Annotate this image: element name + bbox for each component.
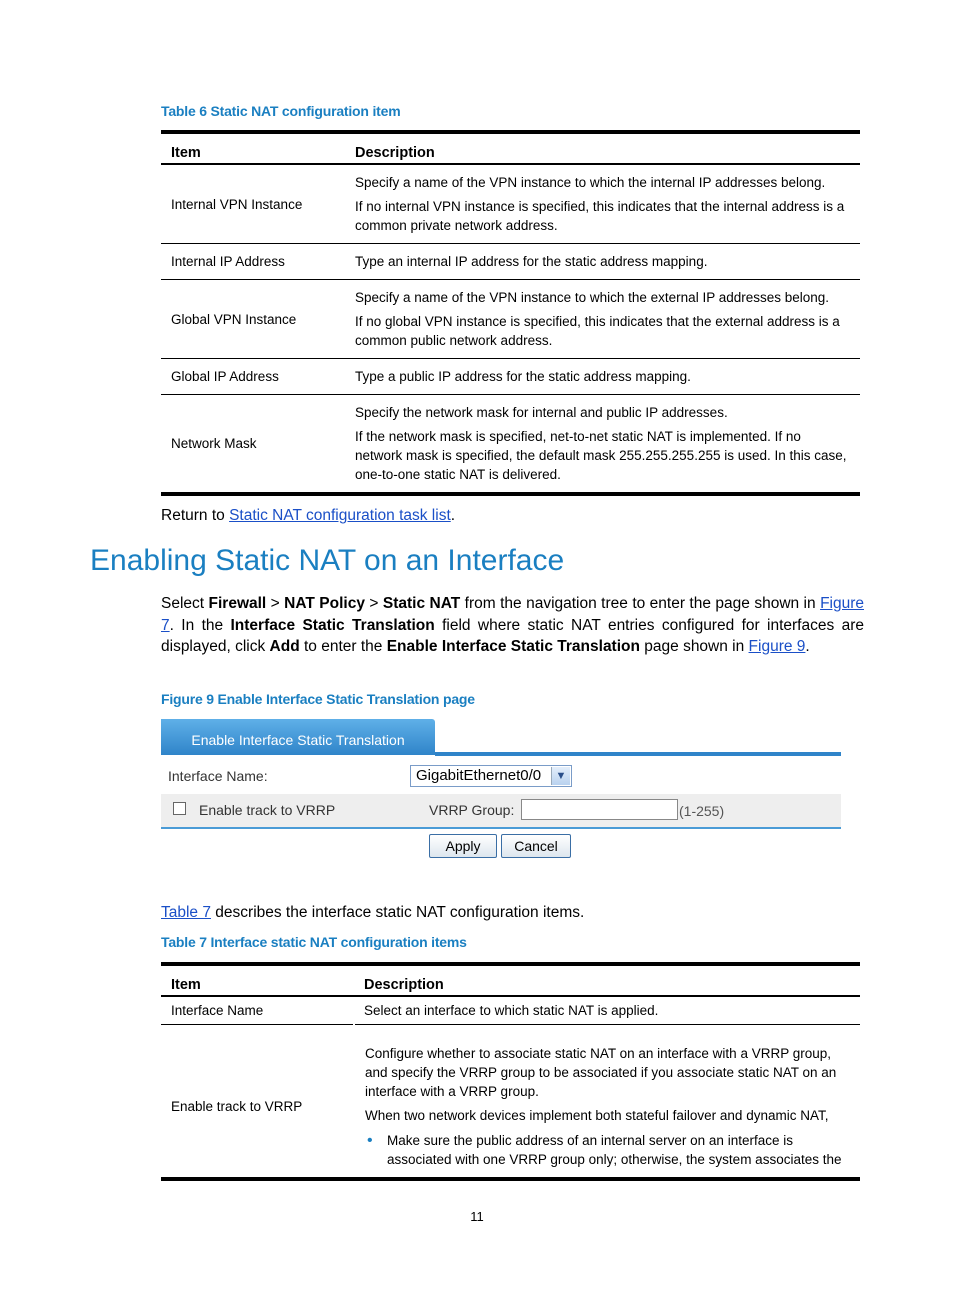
table7-caption: Table 7 Interface static NAT configuration items	[161, 934, 467, 950]
intro-text: .	[805, 638, 810, 655]
table7-header-description: Description	[354, 964, 860, 996]
table-row	[161, 395, 860, 495]
table-cell-description	[345, 280, 860, 359]
table-cell-description	[345, 244, 860, 280]
table-cell-item: Global IP Address	[161, 359, 345, 395]
description-text: Type an internal IP address for the static address mapping.	[355, 254, 708, 269]
table-cell-item: Enable track to VRRP	[161, 1025, 354, 1180]
table-row	[161, 164, 860, 244]
enable-track-vrrp-label: Enable track to VRRP	[199, 802, 336, 818]
table-cell-item: Global VPN Instance	[161, 280, 345, 359]
table7	[161, 962, 860, 1181]
description-text: If the network mask is specified, net-to-net static NAT is implemented. If no network mask is specified, the default mask 255.255.255.255 is used. In this case, one-to-one static NAT is delivered.	[355, 429, 847, 482]
menu-static-nat: Static NAT	[382, 595, 461, 612]
figure9-caption: Figure 9 Enable Interface Static Translation page	[161, 691, 475, 707]
figure9-link[interactable]: Figure 9	[748, 638, 806, 655]
table-cell-item: Internal IP Address	[161, 244, 345, 280]
tab-underline	[435, 752, 841, 756]
cancel-button[interactable]: Cancel	[501, 834, 571, 858]
table-row	[161, 1025, 860, 1180]
table-row	[161, 244, 860, 280]
intro-text: Select	[161, 595, 209, 612]
add-keyword: Add	[269, 638, 300, 655]
table-cell-item: Network Mask	[161, 395, 345, 495]
page-enable-interface-static-translation: Enable Interface Static Translation	[386, 638, 640, 655]
figure7-link[interactable]: Figure 7	[161, 595, 864, 634]
return-prefix: Return to	[161, 507, 230, 524]
menu-nat-policy: NAT Policy	[284, 595, 365, 612]
table7-intro-text: describes the interface static NAT configuration items.	[210, 904, 585, 921]
tab-enable-interface-static-translation[interactable]: Enable Interface Static Translation	[161, 719, 435, 755]
description-text: If no global VPN instance is specified, this indicates that the external address is a common public network address.	[355, 314, 840, 348]
table7-header-item: Item	[161, 964, 354, 996]
description-text: Specify a name of the VPN instance to which the internal IP addresses belong.	[355, 175, 826, 190]
field-interface-static-translation: Interface Static Translation	[230, 616, 435, 634]
vrrp-range-hint: (1-255)	[679, 803, 725, 819]
list-item: • Make sure the public address of an internal server on an interface is associated with one VRRP group only; otherwise, the system associates the	[387, 1131, 851, 1169]
table-row	[161, 996, 860, 1025]
description-text: Configure whether to associate static NAT on an interface with a VRRP group, and specify the VRRP group to be associated if you associate static NAT on an interface with a VRRP group.	[365, 1046, 837, 1099]
table-cell-item: Internal VPN Instance	[161, 164, 345, 244]
description-text: Specify a name of the VPN instance to which the external IP addresses belong.	[355, 290, 830, 305]
intro-text: to enter the	[299, 638, 387, 655]
table6-caption: Table 6 Static NAT configuration item	[161, 103, 401, 119]
table6-header-item: Item	[161, 132, 345, 164]
table-cell-description	[354, 1025, 860, 1180]
intro-paragraph	[161, 593, 864, 658]
intro-text: >	[266, 595, 285, 612]
table7-link[interactable]: Table 7	[161, 904, 211, 921]
table6	[161, 130, 860, 496]
return-line	[161, 505, 864, 527]
intro-text: from the navigation tree to enter the page shown in	[460, 595, 821, 612]
table-row	[161, 280, 860, 359]
description-text: Type a public IP address for the static address mapping.	[355, 369, 691, 384]
table-cell-description	[345, 395, 860, 495]
description-text: Specify the network mask for internal and public IP addresses.	[355, 405, 728, 420]
return-suffix: .	[450, 507, 456, 524]
table6-header-description: Description	[345, 132, 860, 164]
section-heading: Enabling Static NAT on an Interface	[90, 544, 565, 577]
intro-text: field where static NAT entries configured for interfaces are displayed, click	[161, 616, 864, 655]
enable-track-vrrp-checkbox[interactable]	[173, 802, 186, 815]
interface-name-select[interactable]	[410, 765, 572, 787]
description-text: When two network devices implement both stateful failover and dynamic NAT,	[365, 1108, 829, 1123]
task-list-link[interactable]: Static NAT configuration task list	[229, 507, 451, 524]
vrrp-group-label: VRRP Group:	[429, 802, 515, 818]
table7-intro	[161, 902, 864, 924]
table-cell-item: Interface Name	[161, 996, 354, 1025]
menu-firewall: Firewall	[208, 595, 267, 612]
description-text: If no internal VPN instance is specified, this indicates that the internal address is a common private network address.	[355, 199, 845, 233]
chevron-down-icon[interactable]: ▼	[551, 767, 570, 785]
apply-button[interactable]: Apply	[429, 834, 497, 858]
table-cell-description	[345, 359, 860, 395]
table-cell-description	[345, 164, 860, 244]
intro-text: . In the	[169, 616, 231, 634]
bullet-list	[365, 1131, 851, 1169]
figure9-screenshot	[161, 719, 841, 864]
interface-name-value: GigabitEthernet0/0	[416, 767, 542, 784]
page-number: 11	[470, 1209, 484, 1224]
table-cell-description: Select an interface to which static NAT is applied.	[354, 996, 860, 1025]
intro-text: >	[364, 595, 383, 612]
table-row	[161, 359, 860, 395]
vrrp-group-input[interactable]	[521, 799, 678, 820]
interface-name-label: Interface Name:	[168, 768, 268, 784]
intro-text: page shown in	[639, 638, 749, 655]
